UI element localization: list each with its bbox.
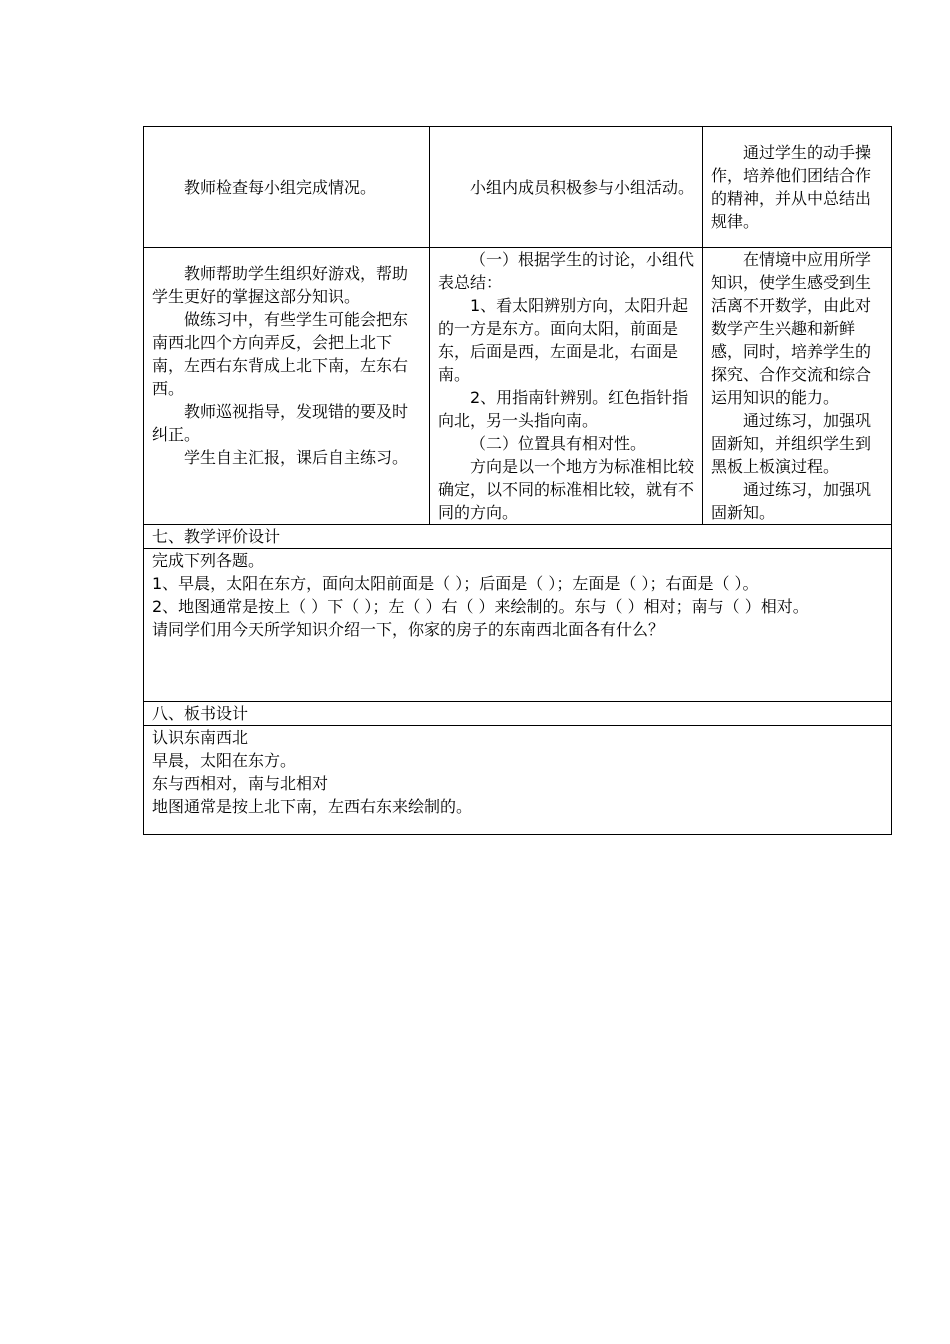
teacher-activity-cell (144, 127, 430, 248)
paragraph: （一）根据学生的讨论，小组代表总结： (438, 250, 695, 292)
teacher-activity-text: 教师检查每小组完成情况。 (184, 177, 377, 197)
text-line: 请同学们用今天所学知识介绍一下，你家的房子的东南西北面各有什么？ (152, 620, 665, 639)
text-line: 地图通常是按上北下南，左西右东来绘制的。 (152, 797, 473, 816)
activity-row-1 (144, 127, 892, 248)
paragraph: 教师巡视指导，发现错的要及时纠正。 (152, 402, 409, 444)
design-purpose-text: 通过学生的动手操作，培养他们团结合作的精神，并从中总结出规律。 (711, 143, 872, 231)
board-body-row (144, 726, 892, 835)
paragraph: 通过练习，加强巩固新知。 (711, 480, 872, 522)
student-activity-cell (430, 127, 703, 248)
design-purpose-cell (703, 127, 892, 248)
paragraph: 教师帮助学生组织好游戏，帮助学生更好的掌握这部分知识。 (152, 264, 409, 306)
evaluation-content (144, 549, 892, 702)
student-activity-text: 小组内成员积极参与小组活动。 (470, 177, 695, 197)
teacher-activity-cell (144, 248, 430, 525)
paragraph: 1、看太阳辨别方向，太阳升起的一方是东方。面向太阳，前面是东，后面是西，左面是北，右面是南。 (438, 296, 689, 384)
paragraph: 在情境中应用所学知识，使学生感受到生活离不开数学，由此对数学产生兴趣和新鲜感，同时，培养学生的探究、合作交流和综合运用知识的能力。 (711, 250, 872, 407)
paragraph: 做练习中，有些学生可能会把东南西北四个方向弄反，会把上北下南，左西右东背成上北下南，左东右西。 (152, 310, 409, 398)
student-activity-cell (430, 248, 703, 525)
board-content (144, 726, 892, 835)
paragraph: （二）位置具有相对性。 (470, 434, 647, 453)
section-heading: 七、教学评价设计 (144, 525, 892, 549)
board-heading-row (144, 702, 892, 726)
activity-row-2 (144, 248, 892, 525)
paragraph: 方向是以一个地方为标准相比较确定，以不同的标准相比较，就有不同的方向。 (438, 457, 695, 522)
paragraph: 学生自主汇报，课后自主练习。 (184, 448, 409, 467)
text-line: 1、早晨，太阳在东方，面向太阳前面是（ ）；后面是（ ）；左面是（ ）；右面是（ ）。 (152, 574, 759, 593)
design-purpose-cell (703, 248, 892, 525)
text-line: 2、地图通常是按上（ ）下（ ）；左（ ）右（ ）来绘制的。东与（ ）相对；南与（ ）相对。 (152, 597, 809, 616)
evaluation-body-row (144, 549, 892, 702)
text-line: 认识东南西北 (152, 728, 249, 747)
section-heading: 八、板书设计 (144, 702, 892, 726)
paragraph: 2、用指南针辨别。红色指针指向北，另一头指向南。 (438, 388, 689, 430)
text-line: 早晨，太阳在东方。 (152, 751, 297, 770)
text-line: 东与西相对，南与北相对 (152, 774, 329, 793)
paragraph: 通过练习，加强巩固新知，并组织学生到黑板上板演过程。 (711, 411, 872, 476)
lesson-plan-table (143, 126, 892, 835)
text-line: 完成下列各题。 (152, 551, 265, 570)
evaluation-heading-row (144, 525, 892, 549)
